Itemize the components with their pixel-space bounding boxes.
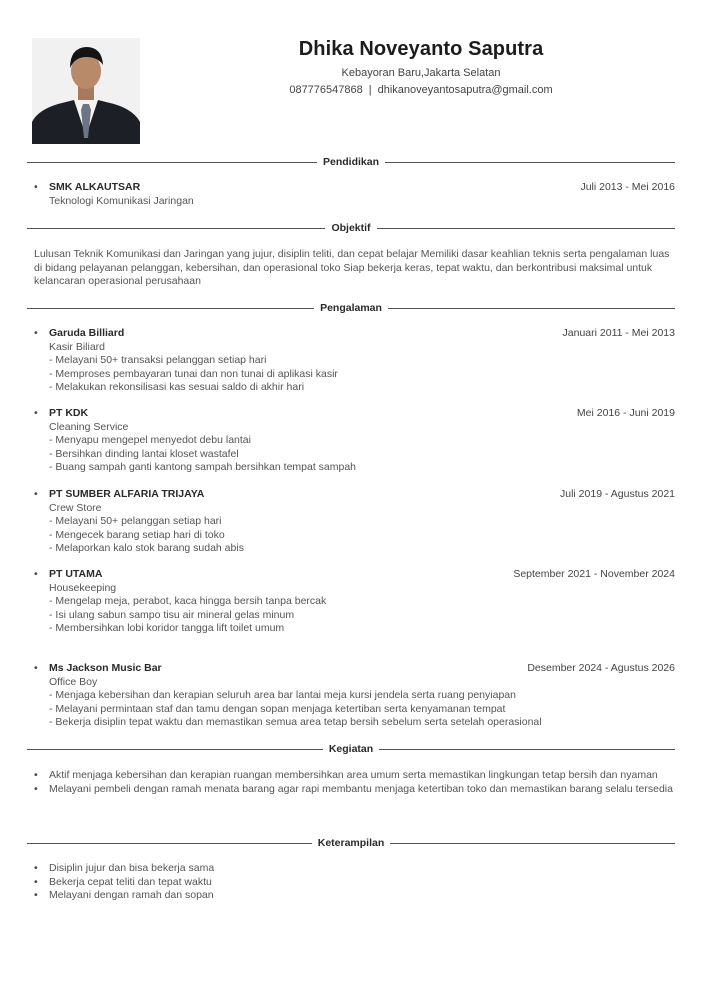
activities-list bbox=[34, 769, 675, 796]
section-objective-title bbox=[27, 221, 675, 235]
section-title-text: Objektif bbox=[331, 222, 371, 234]
section-title-text: Pendidikan bbox=[323, 156, 380, 168]
experience-entry bbox=[34, 662, 675, 730]
divider-line bbox=[27, 162, 317, 163]
experience-entry bbox=[34, 327, 675, 395]
resume-header bbox=[140, 36, 702, 97]
section-experience-title bbox=[27, 301, 675, 315]
job-role: Cleaning Service bbox=[49, 420, 129, 433]
job-duty: - Mengelap meja, perabot, kaca hingga bersih tanpa bercak bbox=[49, 595, 327, 607]
experience-entry bbox=[34, 407, 675, 475]
divider-line bbox=[377, 228, 675, 229]
job-role: Housekeeping bbox=[49, 581, 117, 594]
education-major: Teknologi Komunikasi Jaringan bbox=[49, 194, 194, 207]
section-title-text: Keterampilan bbox=[317, 837, 385, 849]
job-duty: - Melayani permintaan staf dan tamu dengan sopan menjaga ketertiban serta kenyamanan tempat bbox=[49, 702, 506, 715]
experience-date: September 2021 - November 2024 bbox=[513, 568, 675, 580]
company-name: • PT KDK bbox=[34, 407, 88, 421]
email-address: dhikanoveyantosaputra@gmail.com bbox=[377, 84, 553, 96]
experience-date: Desember 2024 - Agustus 2026 bbox=[527, 662, 675, 674]
skill-item: • Melayani dengan ramah dan sopan bbox=[34, 889, 675, 903]
company-name: • PT SUMBER ALFARIA TRIJAYA bbox=[34, 488, 204, 502]
job-duty: - Mengecek barang setiap hari di toko bbox=[49, 528, 225, 541]
person-portrait-icon bbox=[32, 38, 140, 144]
candidate-name: Dhika Noveyanto Saputra bbox=[298, 38, 544, 60]
experience-entry bbox=[34, 568, 675, 636]
experience-date: Januari 2011 - Mei 2013 bbox=[562, 327, 675, 339]
job-role: Kasir Biliard bbox=[49, 340, 106, 353]
section-activities-title bbox=[27, 742, 675, 756]
contact-separator: | bbox=[368, 84, 372, 96]
company-name: • PT UTAMA bbox=[34, 568, 102, 582]
job-duty: - Membersihkan lobi koridor tangga lift toilet umum bbox=[49, 622, 285, 634]
school-name: • SMK ALKAUTSAR bbox=[34, 181, 140, 195]
company-name: • Ms Jackson Music Bar bbox=[34, 662, 162, 676]
job-duty: - Menjaga kebersihan dan kerapian seluruh area bar lantai meja kursi jendela serta ruang penyiapan bbox=[49, 689, 516, 701]
skills-list bbox=[34, 862, 675, 903]
job-duty: - Melayani 50+ transaksi pelanggan setiap hari bbox=[49, 354, 267, 366]
education-date: Juli 2013 - Mei 2016 bbox=[580, 181, 675, 193]
divider-line bbox=[27, 228, 325, 229]
job-duty: - Bersihkan dinding lantai kloset wastafel bbox=[49, 447, 239, 460]
job-role: Office Boy bbox=[49, 675, 98, 688]
experience-date: Mei 2016 - Juni 2019 bbox=[576, 407, 675, 419]
phone-number: 087776547868 bbox=[289, 84, 363, 96]
job-duty: - Melayani 50+ pelanggan setiap hari bbox=[49, 515, 222, 527]
job-duty: - Melaporkan kalo stok barang sudah abis bbox=[49, 542, 244, 554]
job-duty: - Buang sampah ganti kantong sampah bersihkan tempat sampah bbox=[49, 461, 357, 473]
experience-date: Juli 2019 - Agustus 2021 bbox=[560, 488, 675, 500]
experience-entry bbox=[34, 488, 675, 556]
profile-photo bbox=[32, 38, 140, 144]
skill-item: • Disiplin jujur dan bisa bekerja sama bbox=[34, 862, 675, 876]
divider-line bbox=[27, 308, 314, 309]
activity-item: • Aktif menjaga kebersihan dan kerapian ruangan membersihkan area umum serta memastikan lingkungan tetap bersih dan nyaman bbox=[34, 769, 675, 783]
section-title-text: Kegiatan bbox=[328, 743, 374, 755]
objective-text: Lulusan Teknik Komunikasi dan Jaringan yang jujur, disiplin teliti, dan cepat belajar Memiliki dasar keahlian teknis serta pengalaman luas di bidang pelayanan pelanggan, kebersihan, dan operasional toko Siap bekerja keras, tepat waktu, dan berkontribusi maksimal untuk kelancaran operasional perusahaan bbox=[34, 248, 670, 287]
divider-line bbox=[27, 843, 312, 844]
skill-item: • Bekerja cepat teliti dan tepat waktu bbox=[34, 876, 675, 890]
job-duty: - Melakukan rekonsilisasi kas sesuai saldo di akhir hari bbox=[49, 381, 305, 393]
divider-line bbox=[390, 843, 675, 844]
job-role: Crew Store bbox=[49, 501, 102, 514]
divider-line bbox=[27, 749, 323, 750]
contact-line bbox=[140, 83, 702, 97]
divider-line bbox=[385, 162, 675, 163]
section-education-title bbox=[27, 155, 675, 169]
job-duty: - Isi ulang sabun sampo tisu air mineral gelas minum bbox=[49, 608, 295, 621]
job-duty: - Memproses pembayaran tunai dan non tunai di aplikasi kasir bbox=[49, 367, 338, 380]
activity-item: • Melayani pembeli dengan ramah menata barang agar rapi membantu menjaga ketertiban toko dan memastikan barang selalu tersedia bbox=[34, 783, 675, 797]
company-name: • Garuda Billiard bbox=[34, 327, 124, 341]
education-entry bbox=[34, 181, 675, 208]
section-skills-title bbox=[27, 836, 675, 850]
section-title-text: Pengalaman bbox=[320, 302, 382, 314]
job-duty: - Bekerja disiplin tepat waktu dan memastikan semua area tetap bersih sebelum serta setelah operasional bbox=[49, 716, 542, 728]
job-duty: - Menyapu mengepel menyedot debu lantai bbox=[49, 434, 251, 446]
divider-line bbox=[379, 749, 675, 750]
address: Kebayoran Baru,Jakarta Selatan bbox=[341, 67, 501, 79]
divider-line bbox=[388, 308, 675, 309]
